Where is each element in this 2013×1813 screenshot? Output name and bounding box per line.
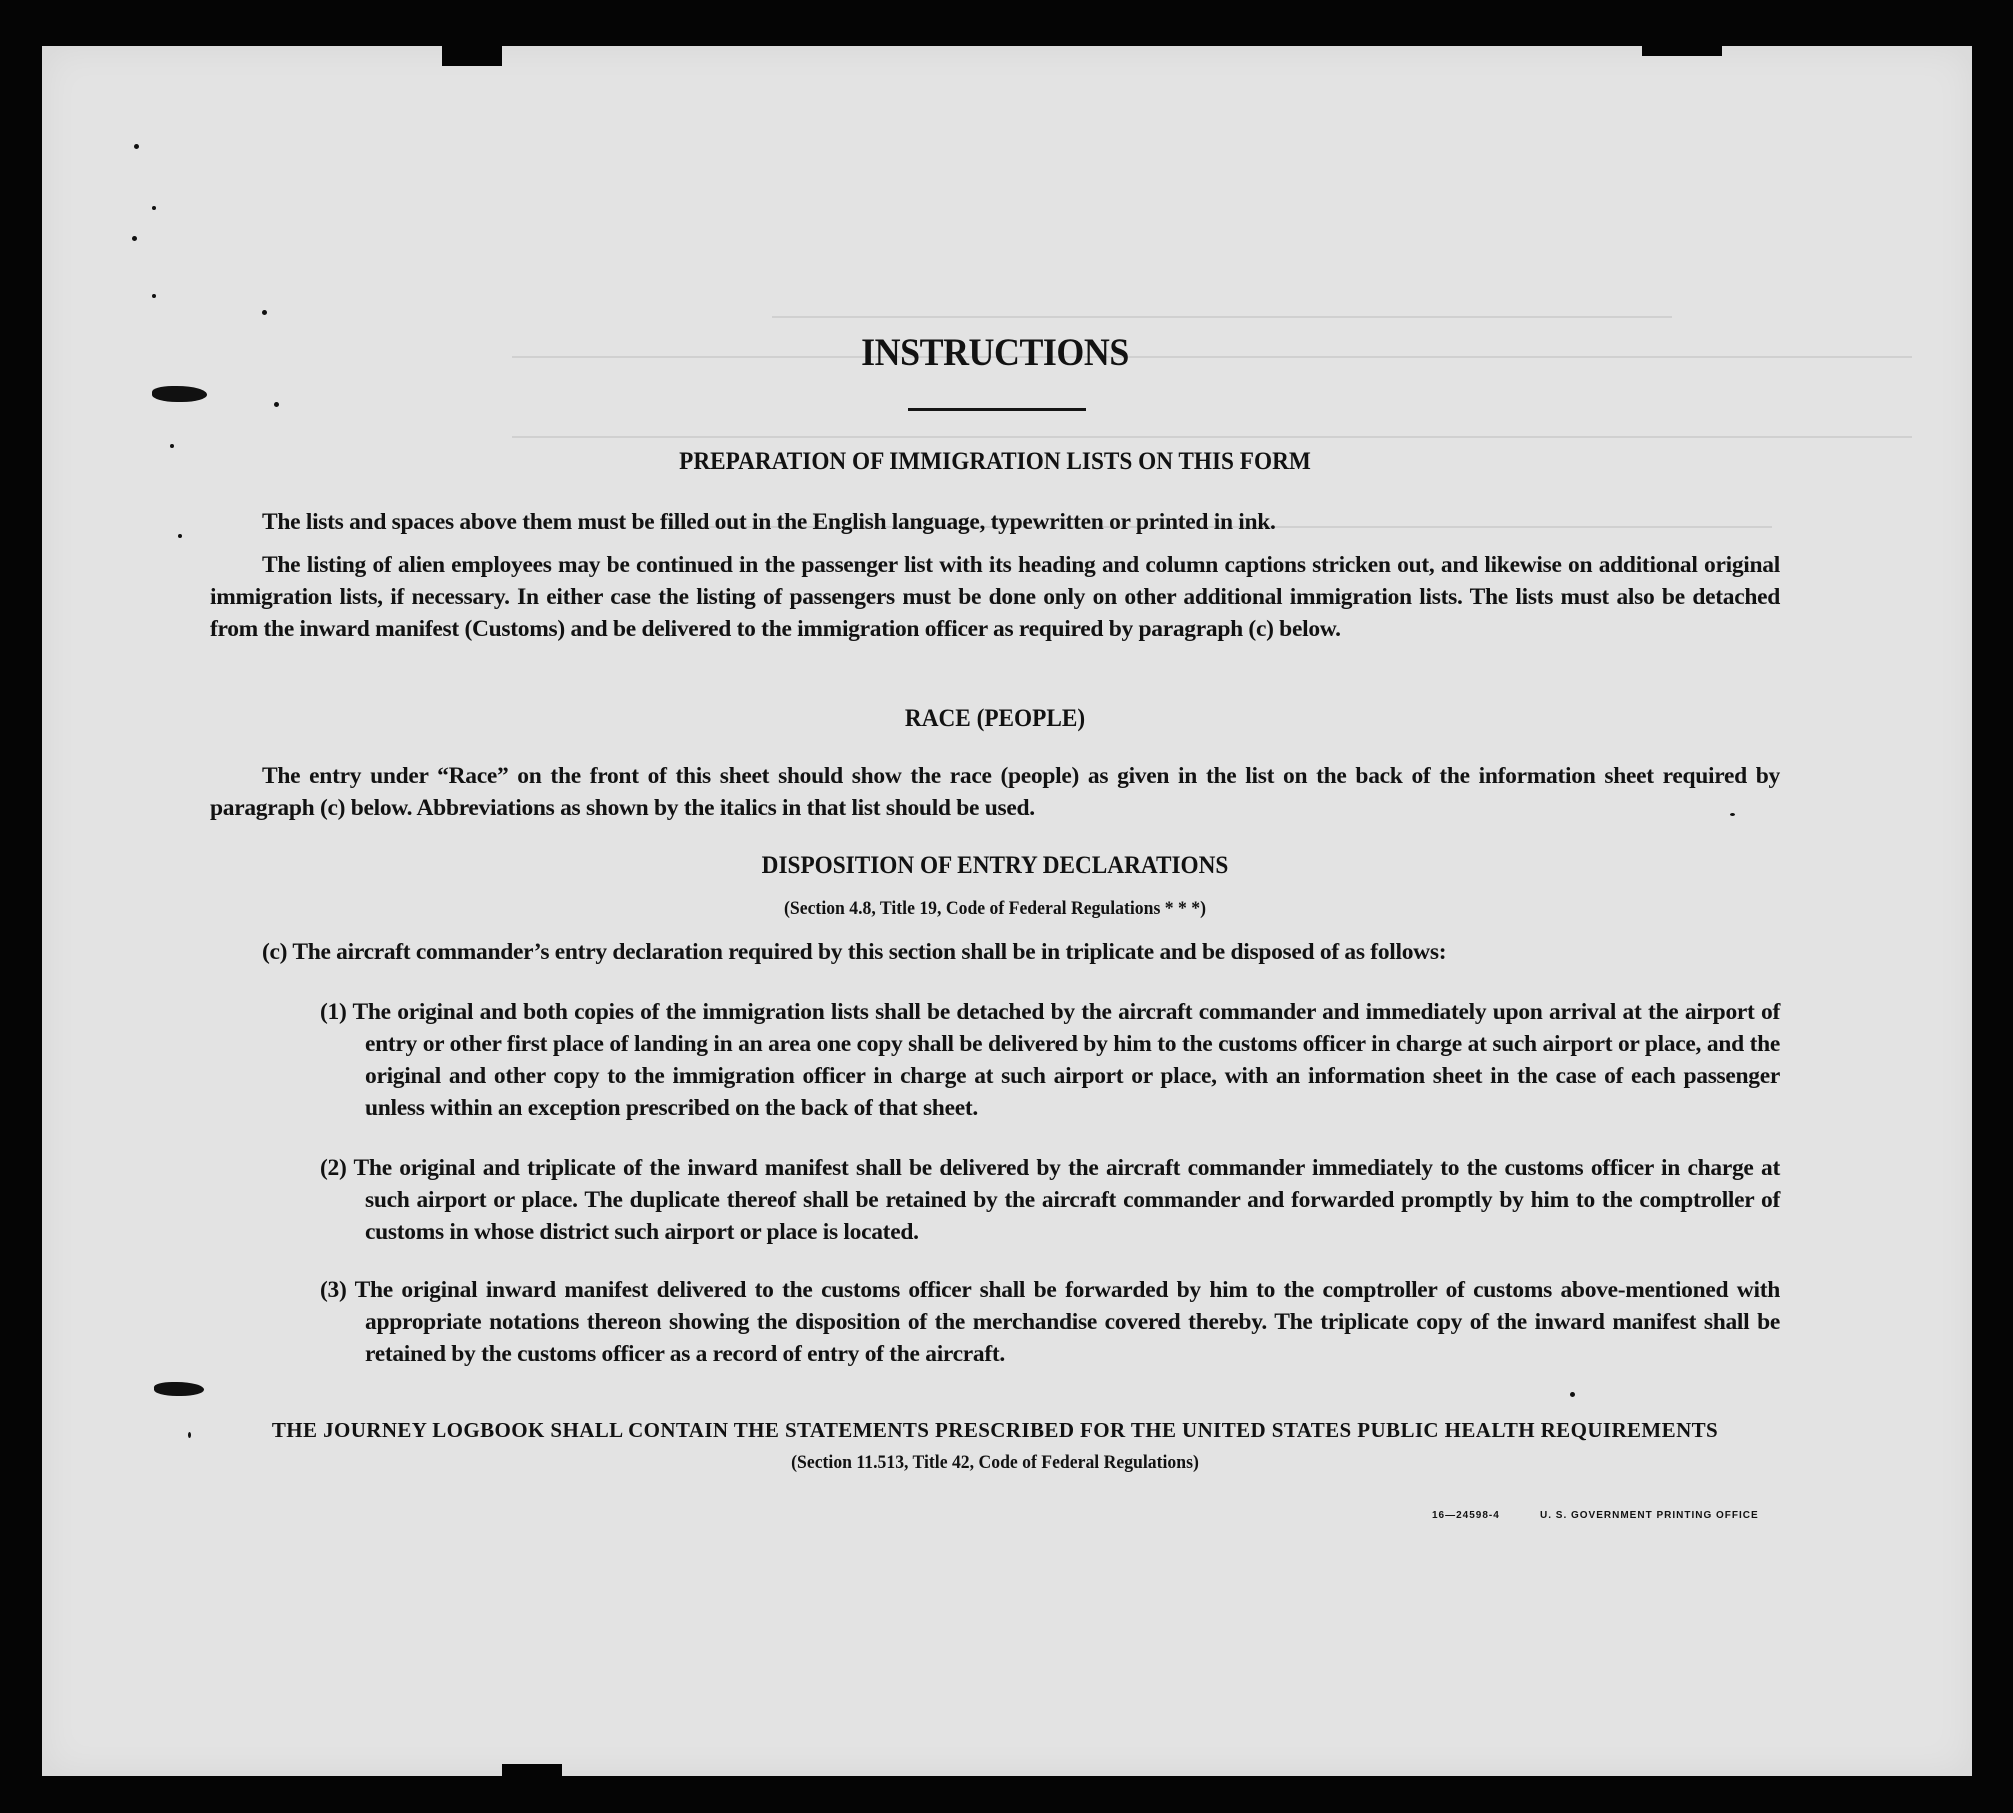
preparation-paragraph-1: The lists and spaces above them must be filled out in the English language, typewritten or printed in ink. <box>262 509 1276 535</box>
disposition-intro: (c) The aircraft commander’s entry declaration required by this section shall be in triplicate and be disposed of as follows: <box>262 939 1447 965</box>
disposition-item-2: (2) The original and triplicate of the inward manifest shall be delivered by the aircraft commander immediately to the customs officer in charge at such airport or place. The duplicate thereof shall be retained by the aircraft commander and forwarded promptly by him to the comptroller of customs in whose district such airport or place is located. <box>320 1155 1780 1245</box>
speck <box>188 1432 191 1438</box>
journey-citation: (Section 11.513, Title 42, Code of Federal Regulations) <box>791 1452 1199 1473</box>
punch-hole-mark <box>154 1382 204 1396</box>
disposition-item-1: (1) The original and both copies of the immigration lists shall be detached by the aircraft commander and immediately upon arrival at the airport of entry or other first place of landing in an area one copy shall be delivered by him to the customs officer in charge at such airport or place, and the original and other copy to the immigration officer in charge at such airport or place, with an information sheet in the case of each passenger unless within an exception prescribed on the back of that sheet. <box>320 999 1780 1121</box>
race-paragraph: The entry under “Race” on the front of this sheet should show the race (people) as given in the list on the back of the information sheet required by paragraph (c) below. Abbreviations as shown by the italics in that list should be used. <box>210 763 1780 821</box>
form-number: 16—24598-4 <box>1432 1510 1500 1521</box>
disposition-citation: (Section 4.8, Title 19, Code of Federal Regulations * * *) <box>784 898 1206 919</box>
journey-logbook-statement: THE JOURNEY LOGBOOK SHALL CONTAIN THE STATEMENTS PRESCRIBED FOR THE UNITED STATES PUBLIC HEALTH REQUIREMENTS <box>271 1418 1719 1442</box>
printer-imprint: U. S. GOVERNMENT PRINTING OFFICE <box>1540 1510 1759 1521</box>
preparation-paragraph-2: The listing of alien employees may be continued in the passenger list with its heading and column captions stricken out, and likewise on additional original immigration lists, if necessary. In either case the listing of passengers must be done only on other additional immigration lists. The lists must also be detached from the inward manifest (Customs) and be delivered to the immigration officer as required by paragraph (c) below. <box>210 552 1780 642</box>
speck <box>152 206 156 210</box>
speck <box>132 236 137 241</box>
disposition-item-3: (3) The original inward manifest delivered to the customs officer shall be forwarded by him to the comptroller of customs above-mentioned with appropriate notations thereon showing the disposition of the merchandise covered thereby. The triplicate copy of the inward manifest shall be retained by the customs officer as a record of entry of the aircraft. <box>320 1277 1780 1367</box>
speck <box>1570 1392 1575 1397</box>
speck <box>262 310 267 315</box>
speck <box>178 534 182 538</box>
punch-hole-mark <box>152 386 207 402</box>
speck <box>134 144 139 149</box>
title-underline <box>908 408 1086 411</box>
speck <box>170 444 174 448</box>
speck <box>152 294 156 298</box>
torn-edge <box>442 46 502 66</box>
torn-edge <box>1642 46 1722 56</box>
speck <box>274 402 279 407</box>
preparation-heading: PREPARATION OF IMMIGRATION LISTS ON THIS FORM <box>679 448 1311 475</box>
torn-edge <box>502 1764 562 1776</box>
race-heading: RACE (PEOPLE) <box>904 705 1086 732</box>
disposition-heading: DISPOSITION OF ENTRY DECLARATIONS <box>761 852 1229 879</box>
page-title: INSTRUCTIONS <box>861 331 1129 374</box>
